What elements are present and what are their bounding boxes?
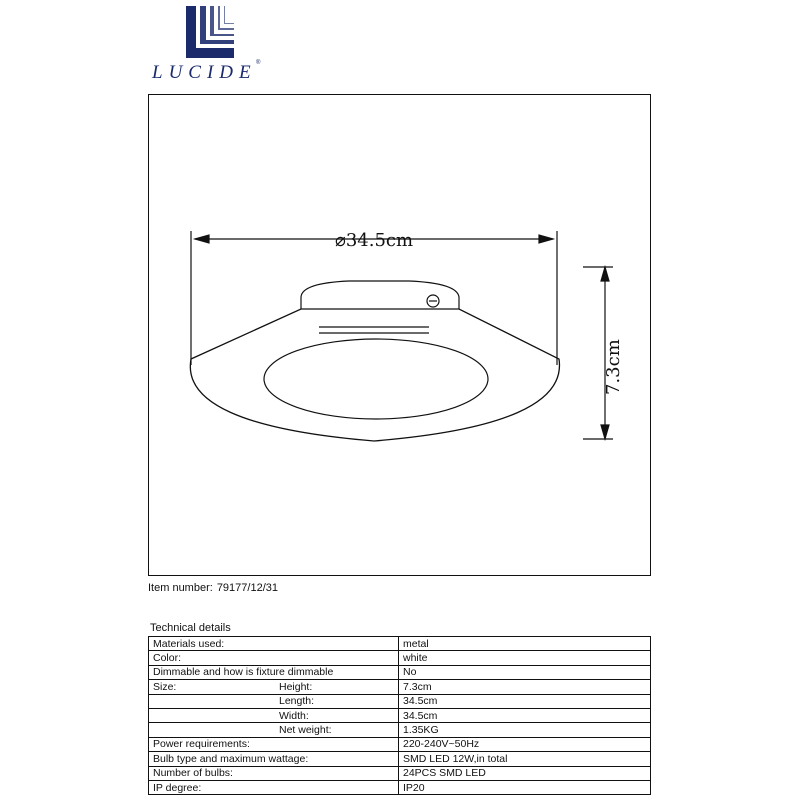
lamp-drawing bbox=[149, 95, 652, 577]
row-label: Power requirements: bbox=[149, 737, 399, 751]
brand-logo bbox=[148, 4, 268, 84]
table-row bbox=[149, 694, 651, 708]
row-value: 1.35KG bbox=[399, 723, 651, 737]
row-value: IP20 bbox=[399, 780, 651, 794]
row-label bbox=[149, 680, 399, 694]
lamp-shade bbox=[190, 309, 559, 441]
height-label: 7.3cm bbox=[603, 339, 624, 395]
row-label: Materials used: bbox=[149, 637, 399, 651]
item-number-label: Item number: bbox=[148, 582, 213, 594]
row-value: 220-240V~50Hz bbox=[399, 737, 651, 751]
table-row bbox=[149, 665, 651, 679]
lamp-inner-disk bbox=[264, 339, 488, 419]
row-value: 34.5cm bbox=[399, 708, 651, 722]
row-label: Dimmable and how is fixture dimmable bbox=[149, 665, 399, 679]
registered-mark: ® bbox=[256, 60, 261, 66]
technical-drawing bbox=[148, 94, 651, 576]
row-label: Number of bulbs: bbox=[149, 766, 399, 780]
row-value: white bbox=[399, 651, 651, 665]
row-value: No bbox=[399, 665, 651, 679]
row-label: IP degree: bbox=[149, 780, 399, 794]
row-value: metal bbox=[399, 637, 651, 651]
row-value: SMD LED 12W,in total bbox=[399, 752, 651, 766]
table-row bbox=[149, 637, 651, 651]
row-value: 7.3cm bbox=[399, 680, 651, 694]
table-row bbox=[149, 752, 651, 766]
table-row bbox=[149, 708, 651, 722]
technical-details-table bbox=[148, 636, 651, 795]
size-label: Size: bbox=[153, 680, 177, 693]
row-label: Bulb type and maximum wattage: bbox=[149, 752, 399, 766]
item-number-value: 79177/12/31 bbox=[216, 582, 278, 594]
row-value: 34.5cm bbox=[399, 694, 651, 708]
table-row bbox=[149, 680, 651, 694]
lucide-logo-icon bbox=[184, 4, 236, 60]
brand-name: LUCIDE bbox=[152, 62, 257, 83]
row-sublabel: Net weight: bbox=[149, 723, 399, 737]
table-row bbox=[149, 737, 651, 751]
size-sublabel: Height: bbox=[279, 680, 313, 693]
item-number-line bbox=[148, 582, 278, 594]
table-row bbox=[149, 780, 651, 794]
table-row bbox=[149, 651, 651, 665]
row-sublabel: Width: bbox=[149, 708, 399, 722]
row-value: 24PCS SMD LED bbox=[399, 766, 651, 780]
row-label: Color: bbox=[149, 651, 399, 665]
table-row bbox=[149, 766, 651, 780]
technical-details-title: Technical details bbox=[150, 622, 231, 634]
diameter-label: ⌀34.5cm bbox=[335, 230, 414, 251]
row-sublabel: Length: bbox=[149, 694, 399, 708]
table-row bbox=[149, 723, 651, 737]
